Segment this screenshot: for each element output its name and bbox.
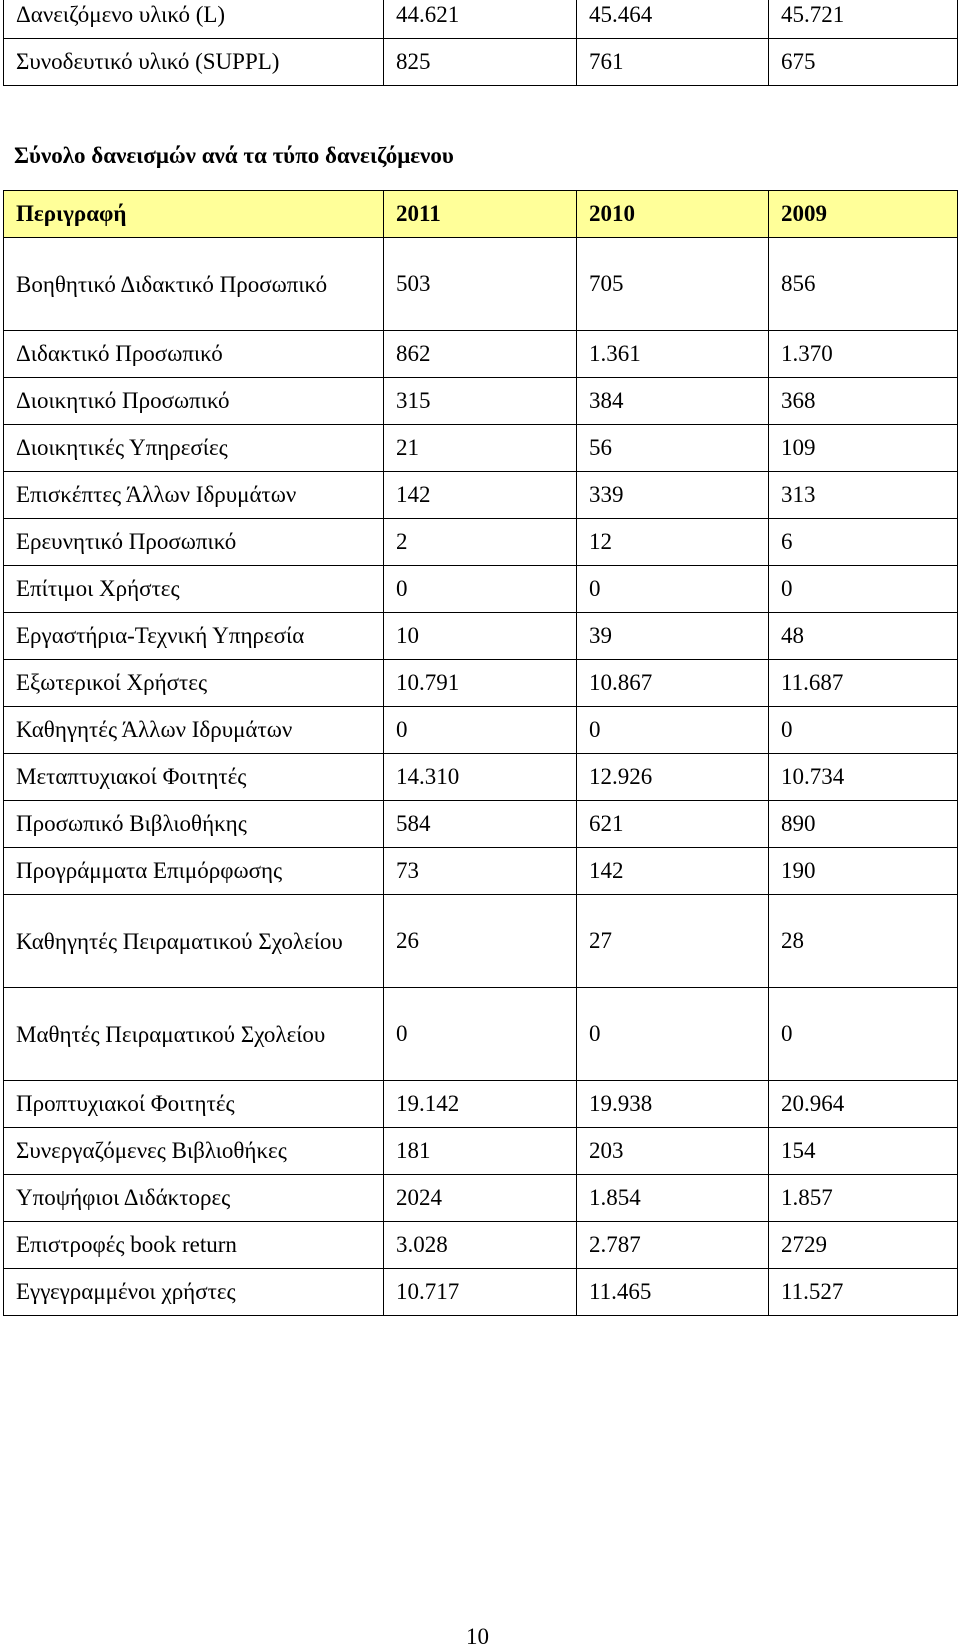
- table-row: [4, 988, 958, 1081]
- value-2009: 48: [769, 613, 958, 660]
- value-2009: 675: [769, 39, 958, 86]
- value-2010: 10.867: [577, 660, 769, 707]
- table-row: [4, 660, 958, 707]
- value-2010: 384: [577, 378, 769, 425]
- header-2009: 2009: [769, 191, 958, 238]
- value-2010: 27: [577, 895, 769, 988]
- value-2011: 10.717: [384, 1269, 577, 1316]
- row-label: Εξωτερικοί Χρήστες: [4, 660, 384, 707]
- row-label: Ερευνητικό Προσωπικό: [4, 519, 384, 566]
- table-row: [4, 848, 958, 895]
- table-row: [4, 472, 958, 519]
- value-2009: 11.527: [769, 1269, 958, 1316]
- value-2011: 73: [384, 848, 577, 895]
- value-2009: 368: [769, 378, 958, 425]
- value-2009: 0: [769, 566, 958, 613]
- value-2010: 11.465: [577, 1269, 769, 1316]
- value-2010: 39: [577, 613, 769, 660]
- value-2010: 1.854: [577, 1175, 769, 1222]
- value-2010: 0: [577, 566, 769, 613]
- value-2010: 705: [577, 238, 769, 331]
- table-row: [4, 707, 958, 754]
- row-label: Καθηγητές Πειραματικού Σχολείου: [4, 895, 384, 988]
- table-row: [4, 613, 958, 660]
- row-label: Συνεργαζόμενες Βιβλιοθήκες: [4, 1128, 384, 1175]
- table-row: [4, 238, 958, 331]
- value-2009: 20.964: [769, 1081, 958, 1128]
- value-2010: 761: [577, 39, 769, 86]
- value-2011: 584: [384, 801, 577, 848]
- value-2011: 10.791: [384, 660, 577, 707]
- value-2011: 10: [384, 613, 577, 660]
- value-2010: 45.464: [577, 0, 769, 39]
- value-2009: 2729: [769, 1222, 958, 1269]
- table-row: [4, 1128, 958, 1175]
- value-2009: 0: [769, 707, 958, 754]
- value-2009: 0: [769, 988, 958, 1081]
- value-2010: 19.938: [577, 1081, 769, 1128]
- row-label: Δανειζόμενο υλικό (L): [4, 0, 384, 39]
- header-description: Περιγραφή: [4, 191, 384, 238]
- value-2010: 1.361: [577, 331, 769, 378]
- table-row: [4, 895, 958, 988]
- value-2009: 190: [769, 848, 958, 895]
- table-row: [4, 1269, 958, 1316]
- table-row: [4, 566, 958, 613]
- row-label: Επισκέπτες Άλλων Ιδρυμάτων: [4, 472, 384, 519]
- table-row: [4, 378, 958, 425]
- row-label: Προγράμματα Επιμόρφωσης: [4, 848, 384, 895]
- value-2009: 856: [769, 238, 958, 331]
- table-row: [4, 425, 958, 472]
- top-table-body: [4, 0, 958, 86]
- table-row: [4, 1175, 958, 1222]
- value-2011: 26: [384, 895, 577, 988]
- header-2011: 2011: [384, 191, 577, 238]
- row-label: Εγγεγραμμένοι χρήστες: [4, 1269, 384, 1316]
- table-row: [4, 754, 958, 801]
- row-label: Καθηγητές Άλλων Ιδρυμάτων: [4, 707, 384, 754]
- value-2011: 142: [384, 472, 577, 519]
- value-2010: 2.787: [577, 1222, 769, 1269]
- value-2011: 44.621: [384, 0, 577, 39]
- value-2010: 0: [577, 988, 769, 1081]
- value-2009: 11.687: [769, 660, 958, 707]
- value-2011: 3.028: [384, 1222, 577, 1269]
- value-2010: 203: [577, 1128, 769, 1175]
- value-2011: 181: [384, 1128, 577, 1175]
- row-label: Διδακτικό Προσωπικό: [4, 331, 384, 378]
- value-2010: 12.926: [577, 754, 769, 801]
- value-2011: 825: [384, 39, 577, 86]
- value-2010: 339: [577, 472, 769, 519]
- value-2011: 2024: [384, 1175, 577, 1222]
- value-2011: 2: [384, 519, 577, 566]
- row-label: Υποψήφιοι Διδάκτορες: [4, 1175, 384, 1222]
- value-2011: 862: [384, 331, 577, 378]
- value-2009: 1.857: [769, 1175, 958, 1222]
- row-label: Επιστροφές book return: [4, 1222, 384, 1269]
- value-2010: 56: [577, 425, 769, 472]
- value-2009: 6: [769, 519, 958, 566]
- value-2009: 890: [769, 801, 958, 848]
- borrower-type-table: [3, 190, 958, 1316]
- value-2010: 621: [577, 801, 769, 848]
- table-row: [4, 331, 958, 378]
- row-label: Μεταπτυχιακοί Φοιτητές: [4, 754, 384, 801]
- value-2009: 28: [769, 895, 958, 988]
- value-2011: 14.310: [384, 754, 577, 801]
- borrower-table-body: [4, 191, 958, 1316]
- table-row: [4, 0, 958, 39]
- value-2010: 142: [577, 848, 769, 895]
- value-2011: 0: [384, 566, 577, 613]
- table-row: [4, 1081, 958, 1128]
- value-2010: 12: [577, 519, 769, 566]
- table-row: [4, 801, 958, 848]
- value-2009: 154: [769, 1128, 958, 1175]
- page-number: 10: [466, 1624, 489, 1649]
- row-label: Διοικητικές Υπηρεσίες: [4, 425, 384, 472]
- table-header-row: [4, 191, 958, 238]
- value-2009: 10.734: [769, 754, 958, 801]
- value-2009: 313: [769, 472, 958, 519]
- value-2011: 0: [384, 707, 577, 754]
- row-label: Προπτυχιακοί Φοιτητές: [4, 1081, 384, 1128]
- header-2010: 2010: [577, 191, 769, 238]
- value-2009: 45.721: [769, 0, 958, 39]
- row-label: Διοικητικό Προσωπικό: [4, 378, 384, 425]
- row-label: Συνοδευτικό υλικό (SUPPL): [4, 39, 384, 86]
- table-row: [4, 519, 958, 566]
- row-label: Εργαστήρια-Τεχνική Υπηρεσία: [4, 613, 384, 660]
- value-2011: 19.142: [384, 1081, 577, 1128]
- table-row: [4, 39, 958, 86]
- value-2011: 21: [384, 425, 577, 472]
- row-label: Βοηθητικό Διδακτικό Προσωπικό: [4, 238, 384, 331]
- section-title: Σύνολο δανεισμών ανά τα τύπο δανειζόμενου: [14, 143, 454, 168]
- value-2010: 0: [577, 707, 769, 754]
- table-row: [4, 1222, 958, 1269]
- value-2011: 0: [384, 988, 577, 1081]
- value-2009: 109: [769, 425, 958, 472]
- top-loans-table: [3, 0, 958, 86]
- value-2009: 1.370: [769, 331, 958, 378]
- value-2011: 315: [384, 378, 577, 425]
- row-label: Προσωπικό Βιβλιοθήκης: [4, 801, 384, 848]
- value-2011: 503: [384, 238, 577, 331]
- row-label: Μαθητές Πειραματικού Σχολείου: [4, 988, 384, 1081]
- row-label: Επίτιμοι Χρήστες: [4, 566, 384, 613]
